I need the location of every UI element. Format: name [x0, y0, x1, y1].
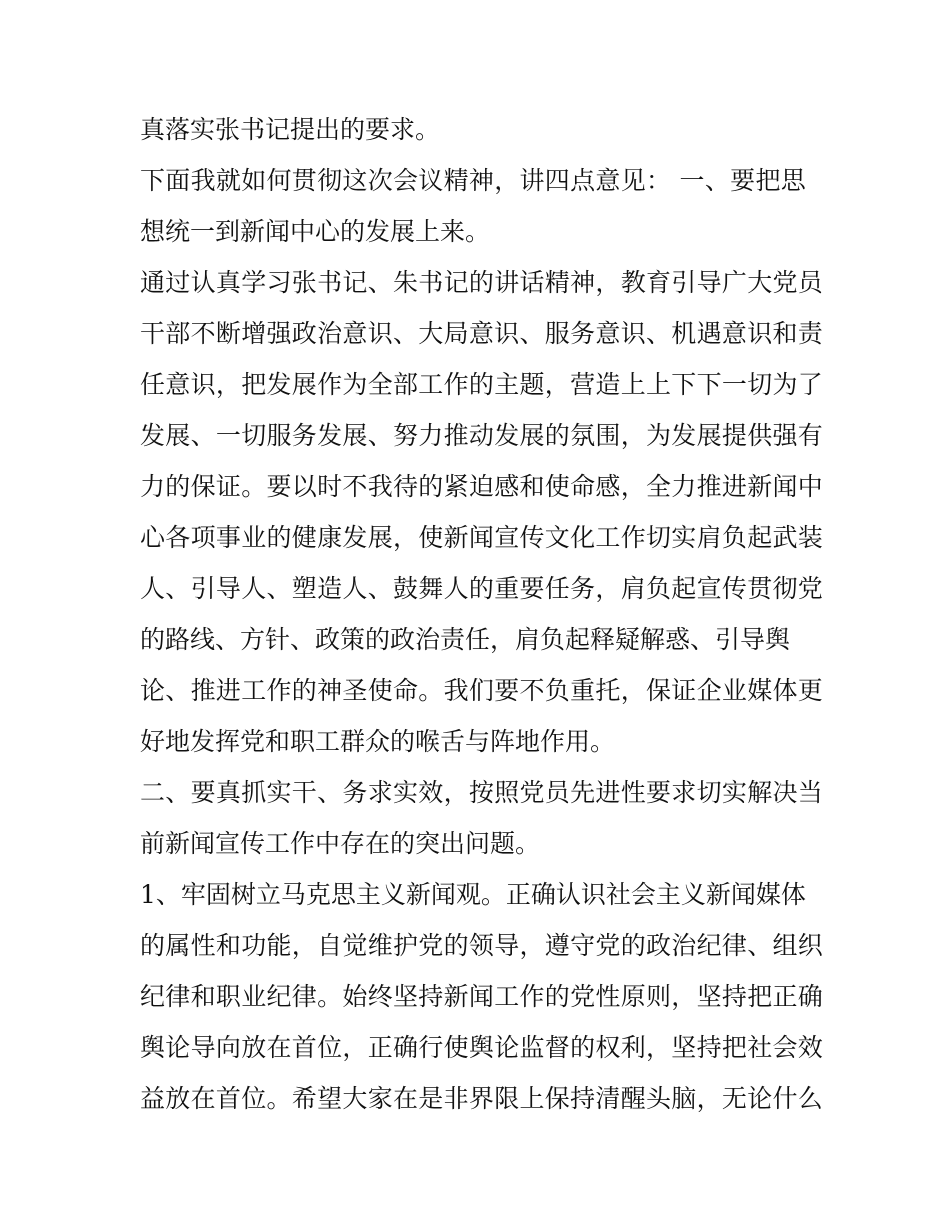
text-line-1: 真落实张书记提出的要求。 — [140, 115, 441, 144]
text-line-8: 力的保证。要以时不我待的紧迫感和使命感，全力推进新闻中 — [140, 472, 824, 501]
text-line-14: 二、要真抓实干、务求实效，按照党员先进性要求切实解决当 — [140, 778, 824, 807]
text-line-5: 干部不断增强政治意识、大局意识、服务意识、机遇意识和责 — [140, 319, 824, 348]
text-line-19: 舆论导向放在首位，正确行使舆论监督的权利，坚持把社会效 — [140, 1033, 824, 1062]
text-line-12: 论、推进工作的神圣使命。我们要不负重托，保证企业媒体更 — [140, 676, 824, 705]
text-line-2: 下面我就如何贯彻这次会议精神，讲四点意见： 一、要把思 — [140, 166, 807, 195]
text-line-18: 纪律和职业纪律。始终坚持新闻工作的党性原则，坚持把正确 — [140, 982, 824, 1011]
text-line-11: 的路线、方针、政策的政治责任，肩负起释疑解惑、引导舆 — [140, 625, 791, 654]
text-line-6: 任意识，把发展作为全部工作的主题，营造上上下下一切为了 — [140, 370, 824, 399]
text-line-15: 前新闻宣传工作中存在的突出问题。 — [140, 829, 541, 858]
text-line-3: 想统一到新闻中心的发展上来。 — [140, 217, 491, 246]
text-line-13: 好地发挥党和职工群众的喉舌与阵地作用。 — [140, 727, 616, 756]
text-line-20: 益放在首位。希望大家在是非界限上保持清醒头脑，无论什么 — [140, 1084, 824, 1113]
text-line-17: 的属性和功能，自觉维护党的领导，遵守党的政治纪律、组织 — [140, 931, 824, 960]
text-line-4: 通过认真学习张书记、朱书记的讲话精神，教育引导广大党员 — [140, 268, 824, 297]
body-text — [140, 104, 824, 1124]
text-line-9: 心各项事业的健康发展，使新闻宣传文化工作切实肩负起武装 — [140, 523, 824, 552]
text-line-10: 人、引导人、塑造人、鼓舞人的重要任务，肩负起宣传贯彻党 — [140, 574, 824, 603]
text-line-16: 1、牢固树立马克思主义新闻观。正确认识社会主义新闻媒体 — [140, 880, 806, 909]
text-line-7: 发展、一切服务发展、努力推动发展的氛围，为发展提供强有 — [140, 421, 824, 450]
